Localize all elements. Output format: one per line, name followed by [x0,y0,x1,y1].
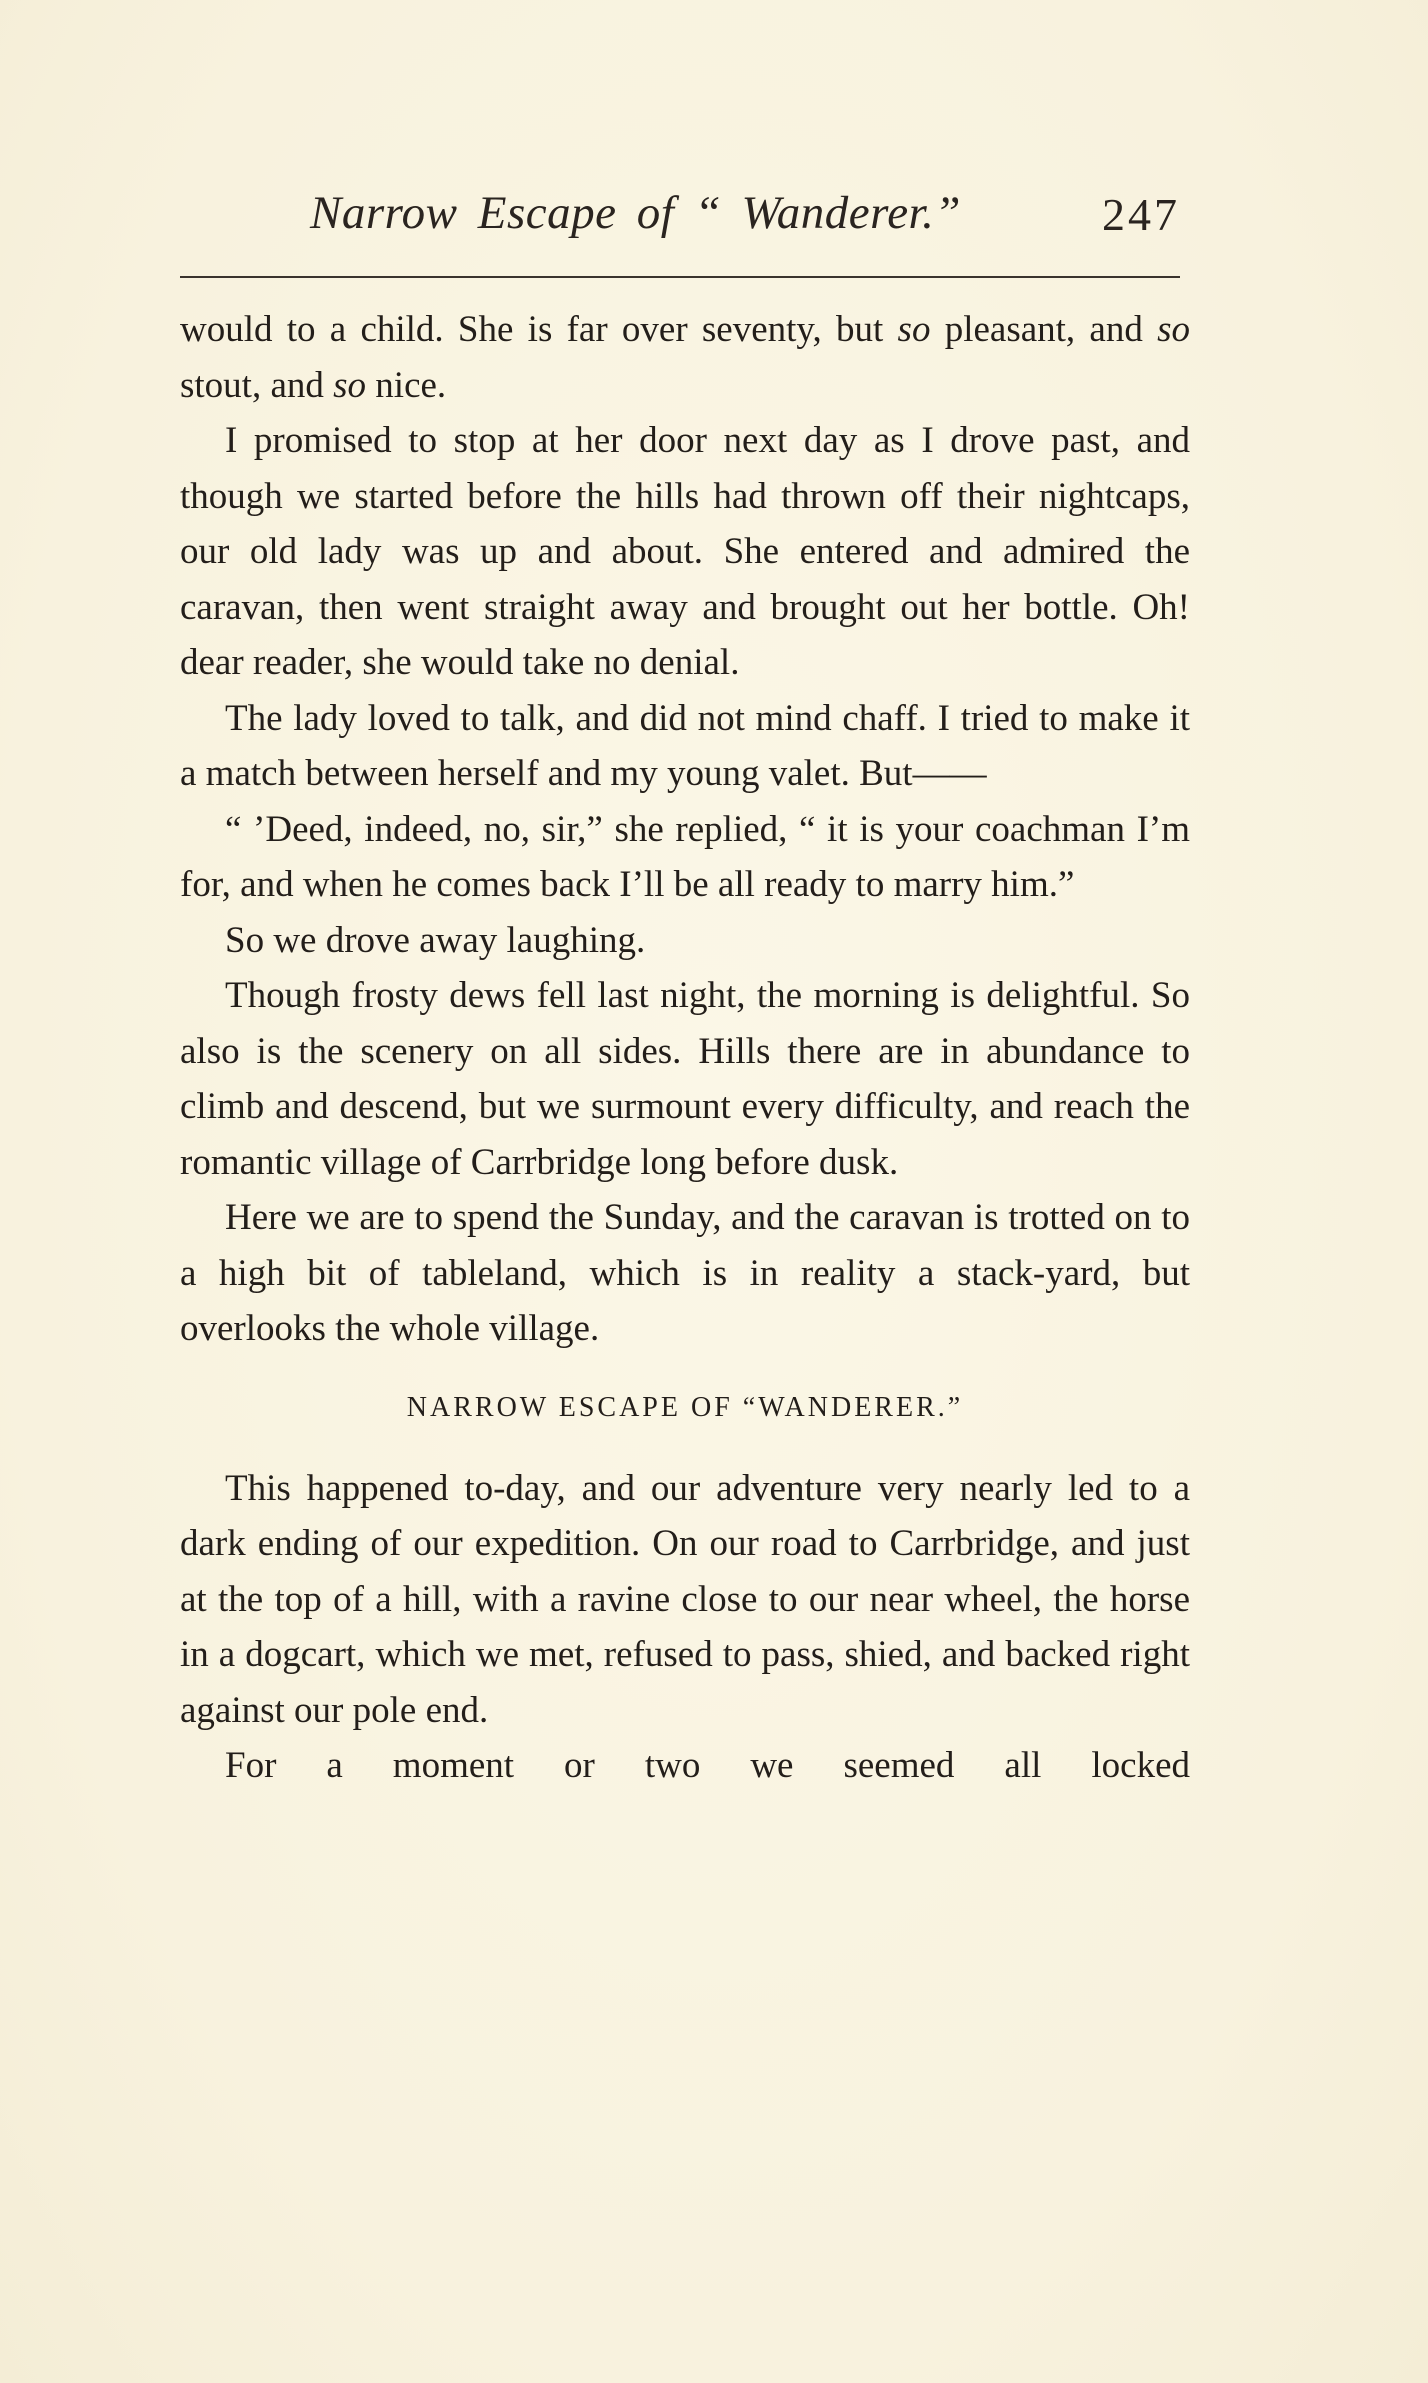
text-run: pleasant, and [930,309,1158,350]
paragraphs-after-heading [180,1461,1190,1794]
running-head [180,186,1190,256]
header-rule [180,276,1180,278]
body-text [180,302,1190,1794]
text-run: So we drove away laughing. [225,919,646,961]
body-paragraph-5 [180,913,1190,969]
body-paragraph-6 [180,968,1190,1190]
text-run: I promised to stop at her door next day as I drove past, and though we started before the hills had thrown off their nightcaps, our old lady was up and about. She entered and admired the caravan, then went straight away and brought out her bottle. Oh! dear reader, she would take no denial. [180,420,1190,683]
italic-text: so [333,364,367,406]
text-run: nice. [366,364,447,406]
italic-text: so [897,309,931,350]
text-run: would to a child. She is far over seventy, but [180,309,898,350]
text-run: “ ’Deed, indeed, no, sir,” she replied, “ it is your coachman I’m for, and when he comes back I’ll be all ready to marry him.” [180,808,1190,905]
paragraphs-before-heading [180,302,1190,1357]
text-run: This happened to-day, and our adventure very nearly led to a dark ending of our expedition. On our road to Carrbridge, and just at the top of a hill, with a ravine close to our near wheel, the horse in a dogcart, which we met, refused to pass, shied, and backed right against our pole end. [180,1467,1190,1731]
body-paragraph-1 [180,302,1190,413]
running-title: Narrow Escape of “ Wanderer.” [310,187,962,239]
section-paragraph-2 [180,1738,1190,1794]
text-run: Though frosty dews fell last night, the morning is delightful. So also is the scenery on all sides. Hills there are in abundance to climb and descend, but we surmount every difficulty, and reach the romantic village of Carrbridge long before dusk. [180,975,1190,1183]
text-run: The lady loved to talk, and did not mind chaff. I tried to make it a match between herself and my young valet. But—— [180,697,1190,794]
body-paragraph-4 [180,802,1190,913]
body-paragraph-3 [180,691,1190,802]
section-paragraph-1 [180,1461,1190,1739]
text-run: Here we are to spend the Sunday, and the caravan is trotted on to a high bit of tableland, which is in reality a stack-yard, but overlooks the whole village. [180,1197,1190,1349]
text-run: stout, and [180,364,334,406]
italic-text: so [1157,309,1190,350]
body-paragraph-7 [180,1190,1190,1357]
body-paragraph-2 [180,413,1190,691]
text-run: For a moment or two we seemed all locked [225,1745,1190,1786]
page-number: 247 [1102,189,1180,240]
section-heading: NARROW ESCAPE OF “WANDERER.” [406,1391,964,1423]
